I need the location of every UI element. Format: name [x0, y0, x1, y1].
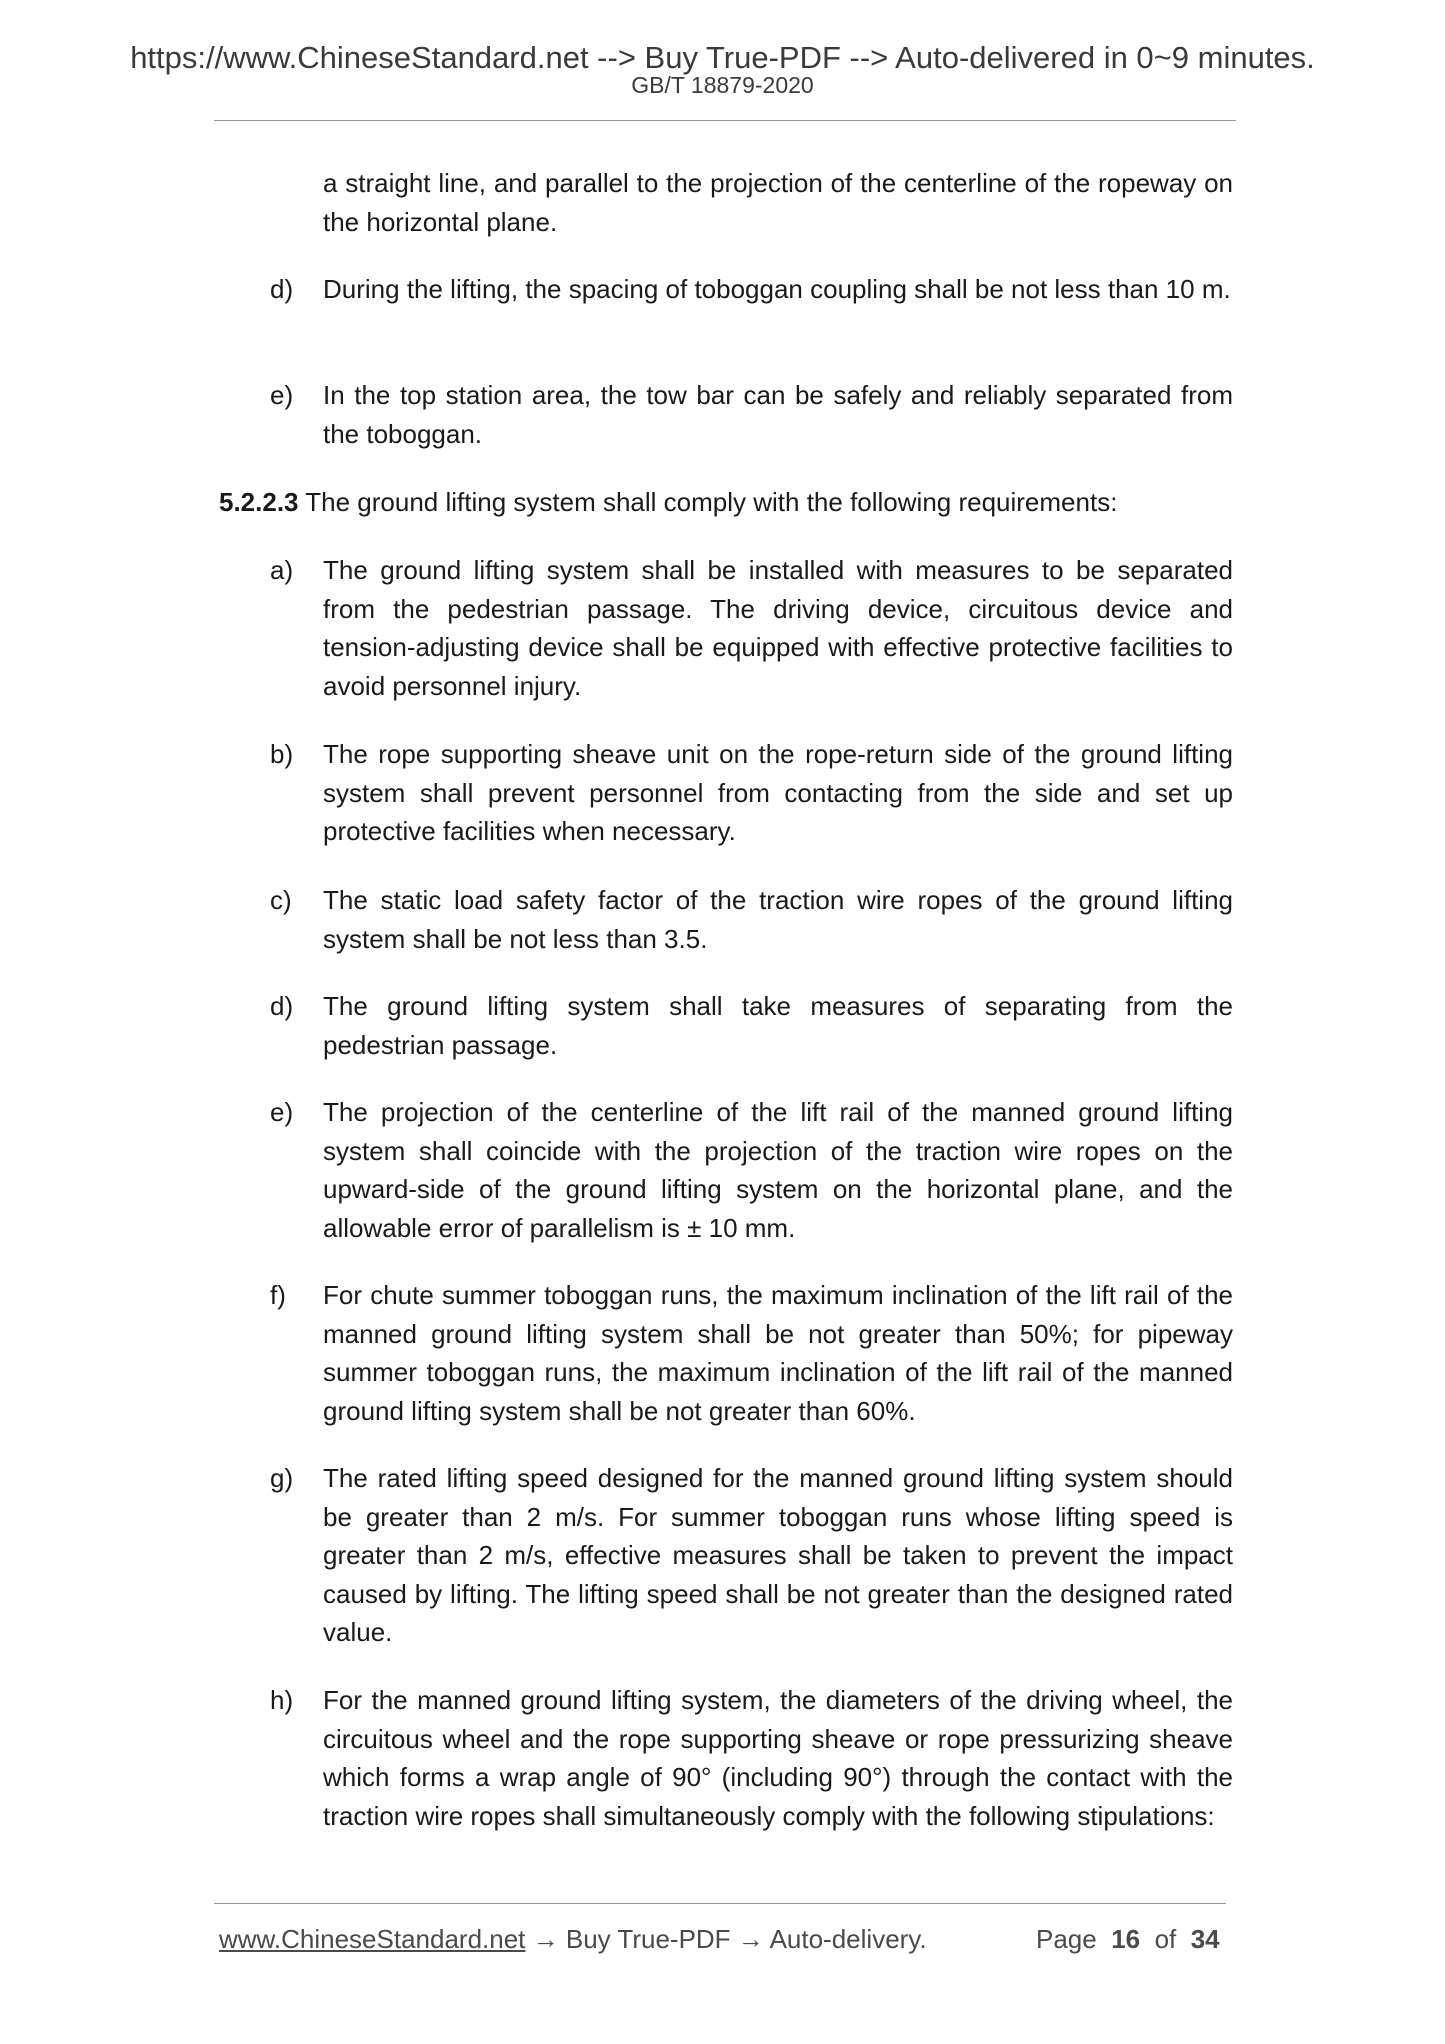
standard-code: GB/T 18879-2020: [631, 72, 814, 98]
footer-divider: [214, 1903, 1226, 1904]
header-divider: [214, 120, 1236, 121]
footer-links: [219, 1923, 927, 1955]
clause-text: The ground lifting system shall comply with the following requirements:: [298, 487, 1118, 517]
item-text: The static load safety factor of the traction wire ropes of the ground lifting system shall be not less than 3.5.: [323, 885, 1233, 954]
clause-heading: [219, 483, 1233, 522]
top-banner: https://www.ChineseStandard.net --> Buy True-PDF --> Auto-delivered in 0~9 minutes.: [130, 40, 1315, 75]
clause-number: 5.2.2.3: [219, 487, 299, 517]
item-text: For chute summer toboggan runs, the maximum inclination of the lift rail of the manned ground lifting system shall be not greater than 50%; for pipeway summer toboggan runs, the maximum inclination of the lift rail of the manned ground lifting system shall be not greater than 60%.: [323, 1280, 1233, 1426]
item-label: b): [270, 739, 294, 769]
item-text: In the top station area, the tow bar can be safely and reliably separated from the toboggan.: [323, 380, 1233, 449]
item-label: a): [270, 555, 294, 585]
page-number: 16: [1111, 1924, 1141, 1954]
page-word: Page: [1036, 1924, 1097, 1954]
item-label: g): [270, 1463, 294, 1493]
footer-delivery-text: → Buy True-PDF → Auto-delivery.: [525, 1924, 927, 1954]
item-text: For the manned ground lifting system, the diameters of the driving wheel, the circuitous wheel and the rope supporting sheave or rope pressurizing sheave which forms a wrap angle of 90° (including 90°) through the contact with the traction wire ropes shall simultaneously comply with the following stipulations:: [323, 1685, 1233, 1831]
item-label: e): [270, 380, 294, 410]
item-label: e): [270, 1097, 294, 1127]
item-label: h): [270, 1685, 294, 1715]
item-label: c): [270, 885, 292, 915]
total-pages: 34: [1190, 1924, 1220, 1954]
footer-site-link[interactable]: www.ChineseStandard.net: [219, 1924, 526, 1954]
item-text: The rated lifting speed designed for the manned ground lifting system should be greater than 2 m/s. For summer toboggan runs whose lifting speed is greater than 2 m/s, effective measures shall be taken to prevent the impact caused by lifting. The lifting speed shall be not greater than the designed rated value.: [323, 1463, 1233, 1647]
item-text: The ground lifting system shall take measures of separating from the pedestrian passage.: [323, 991, 1233, 1060]
item-label: d): [270, 991, 294, 1021]
item-text: The rope supporting sheave unit on the rope-return side of the ground lifting system shall prevent personnel from contacting from the side and set up protective facilities when necessary.: [323, 739, 1233, 846]
of-word: of: [1154, 1924, 1177, 1954]
item-text: The ground lifting system shall be installed with measures to be separated from the pedestrian passage. The driving device, circuitous device and tension-adjusting device shall be equipped with effective protective facilities to avoid personnel injury.: [323, 555, 1233, 701]
item-label: d): [270, 274, 294, 304]
item-text: The projection of the centerline of the lift rail of the manned ground lifting system shall coincide with the projection of the traction wire ropes on the upward-side of the ground lifting system on the horizontal plane, and the allowable error of parallelism is ± 10 mm.: [323, 1097, 1233, 1243]
continuation-text: a straight line, and parallel to the projection of the centerline of the ropeway on the horizontal plane.: [323, 168, 1233, 237]
page-indicator: [1036, 1923, 1220, 1955]
item-text: During the lifting, the spacing of toboggan coupling shall be not less than 10 m.: [323, 274, 1231, 304]
item-label: f): [270, 1280, 286, 1310]
